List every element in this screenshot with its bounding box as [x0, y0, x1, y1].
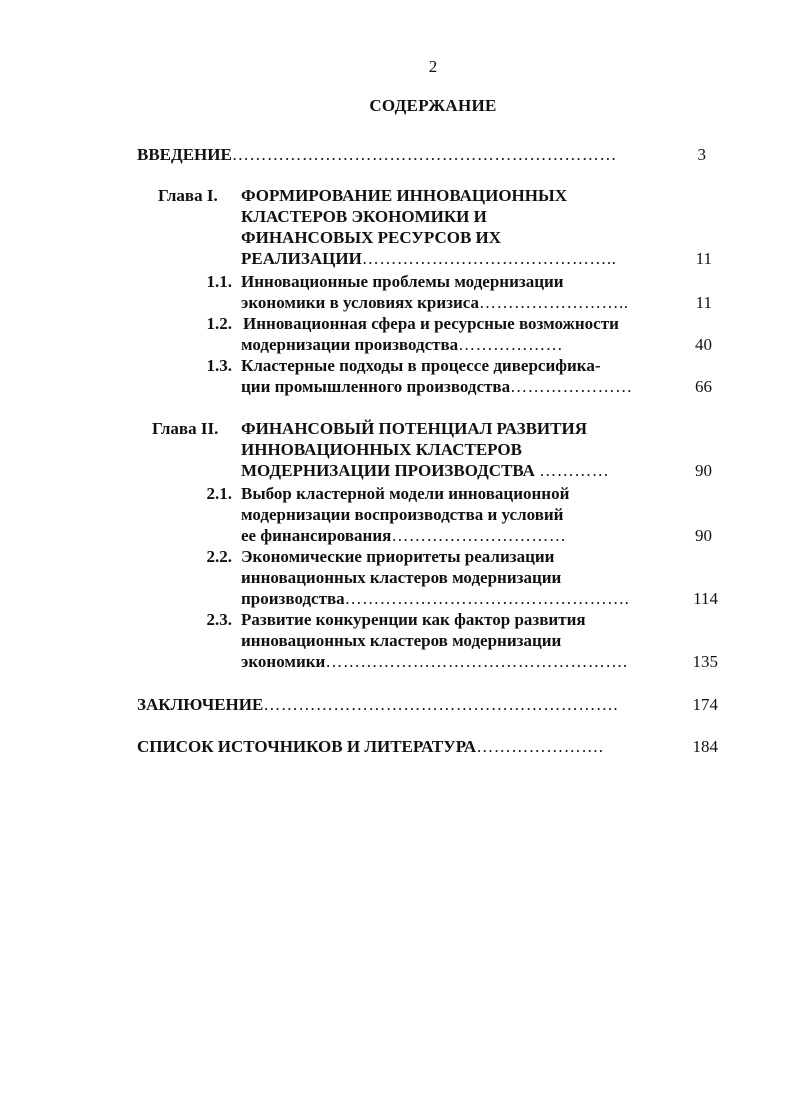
chapter1-prefix: Глава I. [158, 186, 218, 205]
chapter1-title-line: ФИНАНСОВЫХ РЕСУРСОВ ИХ [241, 228, 502, 247]
section-leader: …………………….. [479, 293, 629, 312]
section-leader: …………………………………………. [344, 589, 630, 608]
section-number: 2.3. [206, 610, 232, 629]
section-title-line: производства…………………………………………. [241, 589, 630, 608]
chapter2-title-line: МОДЕРНИЗАЦИИ ПРОИЗВОДСТВА ………… [241, 461, 610, 480]
intro-page: 3 [697, 145, 706, 164]
toc-entry-intro [137, 145, 617, 166]
chapter2-prefix: Глава II. [152, 419, 219, 438]
chapter1-title-line: РЕАЛИЗАЦИИ…………………………………….. [241, 249, 617, 268]
chapter2-leader: ………… [539, 461, 610, 480]
section-page: 90 [695, 526, 712, 545]
chapter1-leader: …………………………………….. [361, 249, 617, 268]
section-title-line: модернизации производства……………… [241, 335, 564, 354]
section-title-line: Развитие конкуренции как фактор развития [241, 610, 586, 629]
toc-entry-conclusion [137, 695, 618, 716]
page-number: 2 [428, 57, 438, 76]
section-page: 11 [695, 293, 712, 312]
chapter2-title-line: ФИНАНСОВЫЙ ПОТЕНЦИАЛ РАЗВИТИЯ [241, 419, 587, 438]
section-page: 114 [693, 589, 718, 608]
section-title-line: Экономические приоритеты реализации [241, 547, 555, 566]
chapter2-page: 90 [695, 461, 712, 480]
section-number: 1.1. [206, 272, 232, 291]
section-title-line: инновационных кластеров модернизации [241, 631, 562, 650]
section-title-line: Инновационные проблемы модернизации [241, 272, 564, 291]
conclusion-leader: ……………………………………………………. [263, 695, 619, 714]
section-title-line: экономики в условиях кризиса…………………….. [241, 293, 629, 312]
chapter2-title-line: ИННОВАЦИОННЫХ КЛАСТЕРОВ [241, 440, 522, 459]
section-title-line: Выбор кластерной модели инновационной [241, 484, 570, 503]
section-title-line: инновационных кластеров модернизации [241, 568, 562, 587]
section-leader: ………………………… [391, 526, 567, 545]
intro-label: ВВЕДЕНИЕ [137, 145, 232, 164]
section-number: 1.3. [206, 356, 232, 375]
sources-leader: …………………. [476, 737, 604, 756]
section-title-line: Кластерные подходы в процессе диверсифика- [241, 356, 601, 375]
toc-entry-sources [137, 737, 603, 758]
section-title-line: ее финансирования………………………… [241, 526, 567, 545]
conclusion-label: ЗАКЛЮЧЕНИЕ [137, 695, 264, 714]
section-leader: ……………… [458, 335, 564, 354]
chapter1-title-line: ФОРМИРОВАНИЕ ИННОВАЦИОННЫХ [241, 186, 567, 205]
section-number: 1.2. [206, 314, 232, 333]
section-number: 2.1. [206, 484, 232, 503]
section-leader: ……………………………………………. [325, 652, 628, 671]
section-page: 40 [695, 335, 712, 354]
section-number: 2.2. [206, 547, 232, 566]
section-page: 135 [692, 652, 718, 671]
sources-label: СПИСОК ИСТОЧНИКОВ И ЛИТЕРАТУРА [137, 737, 477, 756]
section-page: 66 [695, 377, 712, 396]
section-title-line: экономики……………………………………………. [241, 652, 628, 671]
conclusion-page: 174 [692, 695, 718, 714]
chapter1-title-line: КЛАСТЕРОВ ЭКОНОМИКИ И [241, 207, 487, 226]
section-leader: ………………… [510, 377, 633, 396]
intro-leader: ………………………………………………………… [231, 145, 617, 164]
section-title-line: Инновационная сфера и ресурсные возможности [243, 314, 619, 333]
sources-page: 184 [692, 737, 718, 756]
section-title-line: ции промышленного производства………………… [241, 377, 633, 396]
chapter1-page: 11 [695, 249, 712, 268]
page-title: СОДЕРЖАНИЕ [369, 96, 497, 115]
section-title-line: модернизации воспроизводства и условий [241, 505, 564, 524]
